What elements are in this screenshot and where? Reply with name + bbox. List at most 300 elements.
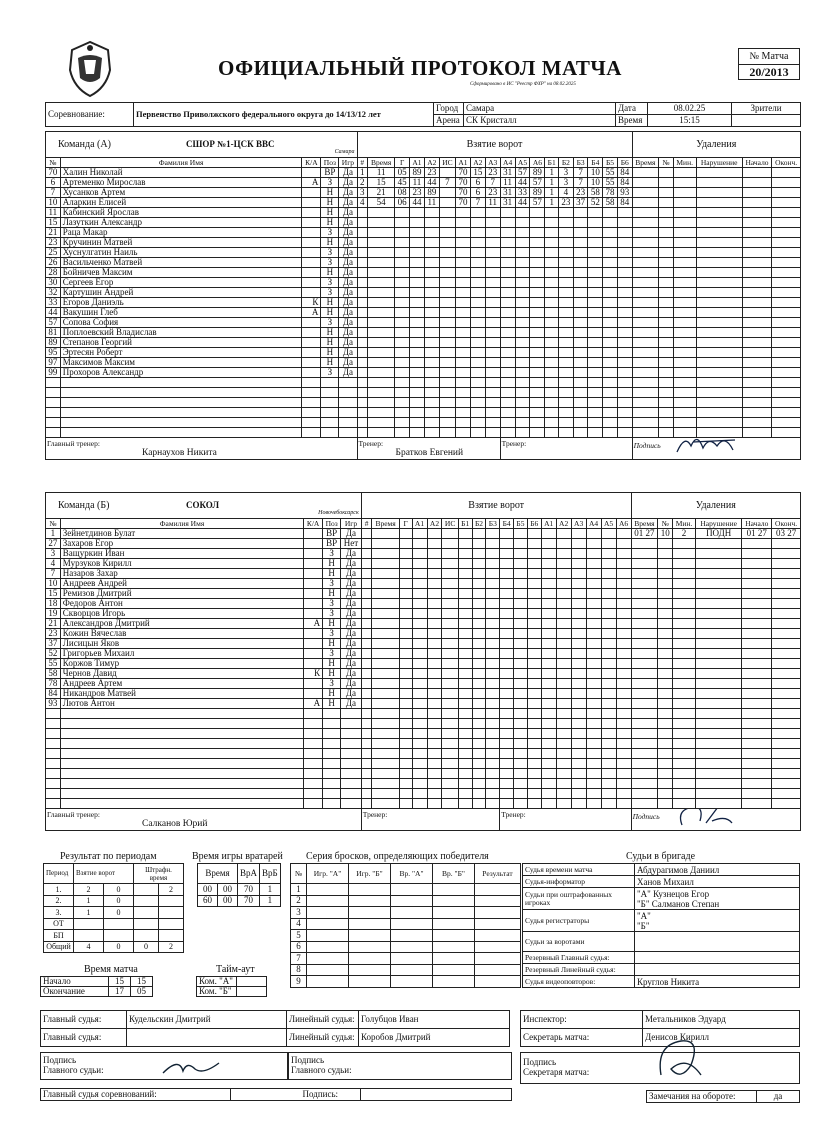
goal-cell [439,398,455,408]
goal-cell [361,559,372,569]
goal-cell: 23 [485,168,500,178]
goal-cell [616,659,631,669]
goal-cell [372,709,399,719]
player-role [302,258,321,268]
goal-cell [559,268,574,278]
goal-cell [559,248,574,258]
goal-cell [485,288,500,298]
goal-cell [357,228,368,238]
goal-cell [368,228,395,238]
goal-cell [588,278,603,288]
referee-role: Резервный Линейный судья: [523,964,635,976]
penalty-cell [695,689,742,699]
goal-cell [541,689,556,699]
goal-cell: 52 [588,198,603,208]
goal-cell [601,789,616,799]
goal-cell [616,569,631,579]
goal-cell [616,529,631,539]
goal-cell [442,689,458,699]
player-role: А [302,178,321,188]
player-name: Кожин Вячеслав [60,629,303,639]
team_a-name: СШОР №1-ЦСК ВВС [186,139,275,149]
goal-cell [368,278,395,288]
competition-name: Первенство Приволжского федерального округа до 14/13/12 лет [134,103,434,127]
penalty-cell [772,589,801,599]
player-played: Да [339,298,357,308]
goal-cell [617,328,632,338]
goal-cell [456,318,471,328]
trainer-cell [357,438,500,460]
penalty-cell [742,318,772,328]
goal-cell: 23 [573,188,588,198]
goal-cell [514,689,528,699]
player-position: Н [321,238,339,248]
goal-cell [601,619,616,629]
player-position: Н [323,589,341,599]
goal-cell [472,739,486,749]
penalty-cell [772,248,801,258]
goal-cell [515,318,530,328]
referee-row [523,952,800,964]
player-row [46,348,801,358]
penalty-cell [695,769,742,779]
goal-cell [361,779,372,789]
goal-cell [485,418,500,428]
player-role: К [304,669,323,679]
goal-cell [617,248,632,258]
penalty-cell [772,549,801,559]
goal-cell [541,729,556,739]
trainer2-cell [500,438,632,460]
penalty-cell [673,278,696,288]
player-name [60,769,303,779]
goal-cell [573,368,588,378]
goal-cell [357,248,368,258]
player-number: 21 [46,228,61,238]
player-played: Да [339,198,357,208]
goal-cell [500,238,515,248]
goal-cell [439,318,455,328]
player-row [46,248,801,258]
goal-cell [586,659,601,669]
player-name [60,408,302,418]
goal-cell [573,388,588,398]
goal-cell [559,418,574,428]
penalty-cell [696,368,742,378]
penalty-cell [772,218,801,228]
goal-cell [486,789,500,799]
goal-cell [439,338,455,348]
penalty-cell [695,749,742,759]
penalty-cell [673,198,696,208]
goal-cell [485,318,500,328]
shootout-num: 9 [291,976,307,988]
goal-cell [514,579,528,589]
penalty-cell [772,338,801,348]
goal-cell [442,749,458,759]
penalty-cell [658,549,673,559]
goal-col-header: А6 [530,158,545,168]
goal-cell [427,789,442,799]
player-name: Прохоров Александр [60,368,302,378]
goal-cell: 70 [456,168,471,178]
player-played [341,799,362,809]
goal-cell [357,368,368,378]
goal-cell [586,599,601,609]
goal-cell [545,278,559,288]
goal-cell: 4 [559,188,574,198]
goal-cell [368,268,395,278]
period-cell: 1 [74,895,104,907]
player-role [304,679,323,689]
goal-cell [412,709,427,719]
goal-cell [500,739,514,749]
goal-cell [500,589,514,599]
player-row [46,328,801,338]
penalty-cell [673,619,696,629]
goal-cell: 70 [456,188,471,198]
goal-cell [470,348,485,358]
goal-cell [458,559,472,569]
penalty-cell [742,378,772,388]
goal-cell: 84 [617,178,632,188]
penalty-cell [772,749,801,759]
player-position [323,789,341,799]
goal-cell [486,529,500,539]
goal-cell [485,278,500,288]
goal-cell [514,589,528,599]
shootout-cell [391,953,433,965]
goal-cell [617,338,632,348]
goal-cell [616,579,631,589]
start-minute: 15 [131,977,153,987]
goal-cell [545,348,559,358]
goal-cell [399,779,412,789]
penalty-cell [742,218,772,228]
shootout-cell [475,930,521,942]
player-position: З [321,318,339,328]
goal-cell [530,308,545,318]
secretary-sign-box [520,1052,800,1084]
penalty-cell [631,799,658,809]
player-role: А [304,699,323,709]
penalty-cell [695,629,742,639]
goal-cell [556,779,571,789]
main-ref2-sign-box [288,1052,512,1080]
referee-row [523,910,800,932]
penalty-cell [772,689,801,699]
goal-cell [456,418,471,428]
penalty-cell [631,639,658,649]
shootout-row [291,930,521,942]
goal-cell [470,388,485,398]
goal-cell [603,328,618,338]
goal-cell [472,709,486,719]
player-role [302,268,321,278]
goal-cell [442,649,458,659]
goal-cell [427,689,442,699]
goal-cell [541,559,556,569]
goal-cell [427,579,442,589]
goal-cell [424,268,439,278]
goal-cell [412,559,427,569]
goal-cell [442,529,458,539]
goal-cell [399,629,412,639]
penalty-cell [658,749,673,759]
penalty-cell [658,689,673,699]
player-number [46,799,61,809]
goal-cell: 57 [530,178,545,188]
period-cell [74,930,104,942]
player-position: З [321,178,339,188]
penalty-cell [632,288,659,298]
penalty-cell [772,188,801,198]
penalty-cell [696,248,742,258]
goal-cell [485,208,500,218]
player-number [46,418,61,428]
goal-cell [372,739,399,749]
goal-cell [530,298,545,308]
player-position: Н [321,338,339,348]
penalty-cell [659,248,674,258]
goal-cell [458,689,472,699]
goal-cell [486,679,500,689]
goal-cell [427,609,442,619]
player-row [46,799,801,809]
goal-cell [410,268,425,278]
shootout-col: Результат [475,864,521,884]
player-number: 28 [46,268,61,278]
goal-cell [395,398,410,408]
player-number: 99 [46,368,61,378]
goal-cell [427,779,442,789]
goal-cell [424,378,439,388]
gk-row [198,895,281,907]
goal-cell: 23 [485,188,500,198]
player-number: 11 [46,208,61,218]
player-played: Да [339,348,357,358]
goal-cell [530,248,545,258]
goal-cell [500,599,514,609]
player-position: Н [321,268,339,278]
goal-cell [541,659,556,669]
penalty-cell [658,639,673,649]
generated-note: Сформировано в ИС "Реестр ФХР" на 08.02.2025 [470,82,576,87]
goal-cell [617,258,632,268]
goal-col-header: А2 [556,519,571,529]
goal-cell [485,358,500,368]
player-name: Ремизов Дмитрий [60,589,303,599]
player-position: Н [321,348,339,358]
player-played [341,709,362,719]
timeout-a-value [237,977,267,987]
goal-cell [616,719,631,729]
goal-cell [357,348,368,358]
goal-cell [617,388,632,398]
goal-cell [458,789,472,799]
goal-cell [472,649,486,659]
goal-cell [514,659,528,669]
goal-cell [470,428,485,438]
goal-cell [412,549,427,559]
goal-cell [601,569,616,579]
player-position [323,779,341,789]
goal-col-header: Время [372,519,399,529]
goal-cell [586,699,601,709]
goal-cell [573,428,588,438]
team_a-city: Самара [334,149,355,155]
period-row [44,918,184,930]
goal-cell [530,398,545,408]
referee-row [523,864,800,876]
penalty-cell [696,428,742,438]
goal-cell [485,298,500,308]
goal-cell [500,408,515,418]
goal-cell: 15 [368,178,395,188]
match-number-label: № Матча [749,51,789,62]
player-row [46,709,801,719]
goal-cell [361,689,372,699]
goal-cell: 31 [500,168,515,178]
penalty-cell [742,198,772,208]
goal-cell [500,208,515,218]
goal-cell [571,609,586,619]
goal-cell [410,328,425,338]
player-played [341,759,362,769]
goal-cell [556,579,571,589]
player-number: 44 [46,308,61,318]
goal-cell [601,719,616,729]
penalty-cell [695,709,742,719]
player-name: Захаров Егор [60,539,303,549]
player-role [304,629,323,639]
player-played: Да [341,699,362,709]
player-name: Назаров Захар [60,569,303,579]
goal-cell [372,799,399,809]
goal-cell [458,569,472,579]
inspector-label: Инспектор: [521,1011,643,1029]
goal-cell [601,579,616,589]
goal-col-header: # [361,519,372,529]
goal-cell [395,298,410,308]
goal-cell: 44 [424,178,439,188]
player-number: 70 [46,168,61,178]
period-cell: БП [44,930,74,942]
goal-cell [571,669,586,679]
goal-cell [527,679,541,689]
goal-cell [456,428,471,438]
goal-cell [617,308,632,318]
penalty-cell [673,589,696,599]
player-played: Да [339,248,357,258]
player-name: Скворцов Игорь [60,609,303,619]
goal-cell [530,348,545,358]
goal-cell [601,679,616,689]
goal-cell [442,789,458,799]
penalty-cell [632,248,659,258]
penalty-cell [673,238,696,248]
penalty-cell [631,699,658,709]
shootout-cell [475,976,521,988]
goal-cell [527,589,541,599]
goal-cell [372,569,399,579]
player-name: Лютов Антон [60,699,303,709]
penalty-cell [772,398,801,408]
goal-cell [424,288,439,298]
goal-cell [458,729,472,739]
penalty-cell [772,408,801,418]
goal-cell [470,268,485,278]
goal-cell [601,649,616,659]
player-position [323,719,341,729]
goal-cell [514,729,528,739]
goal-cell [573,258,588,268]
player-position: Н [321,188,339,198]
player-position [323,739,341,749]
player-played: Да [339,338,357,348]
goal-cell [456,348,471,358]
sign-label: Подпись [633,441,661,450]
sign-cell [632,438,800,460]
goal-cell [472,779,486,789]
goal-cell [456,288,471,298]
goal-cell [571,739,586,749]
goal-cell [442,779,458,789]
goal-cell [486,609,500,619]
player-row [46,168,801,178]
player-number [46,398,61,408]
player-name: Лазуткин Александр [60,218,302,228]
time-value: 15:15 [648,115,732,127]
penalty-cell [742,408,772,418]
goal-cell [458,599,472,609]
goal-cell [541,609,556,619]
penalty-cell [658,729,673,739]
penalty-cell [742,669,772,679]
penalty-cell [742,659,772,669]
penalty-cell [631,669,658,679]
goal-cell [399,699,412,709]
goal-cell [514,699,528,709]
player-played: Да [339,188,357,198]
player-row [46,579,801,589]
goal-cell [515,248,530,258]
player-name: Поплоевский Владислав [60,328,302,338]
goal-cell [527,659,541,669]
referee-name-b: "Б" Салманов Степан [637,898,720,909]
goal-cell [500,308,515,318]
goal-cell [372,719,399,729]
goal-cell [588,328,603,338]
goal-cell [412,789,427,799]
penalty-minutes: 2 [673,529,696,539]
penalty-cell [772,579,801,589]
penalty-cell [673,308,696,318]
goal-cell [586,729,601,739]
goal-cell [458,549,472,559]
shootout-num: 4 [291,918,307,930]
goal-cell [424,218,439,228]
player-row [46,659,801,669]
goal-cell [412,719,427,729]
goal-cell [603,248,618,258]
penalty-cell [673,669,696,679]
goal-cell: 44 [515,178,530,188]
match-number: 20/2013 [739,64,799,80]
shootout-cell [349,976,391,988]
goal-cell [395,368,410,378]
goal-cell [545,268,559,278]
